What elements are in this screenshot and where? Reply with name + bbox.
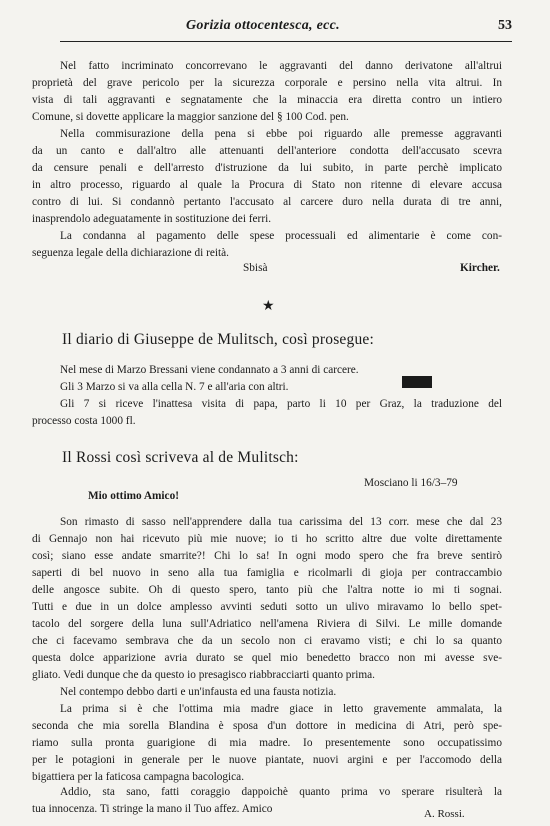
text-line: La prima si è che l'ottima mia madre giace in letto gravemente ammalata, la [60,703,502,715]
text-line: Tutti e due in un dolce amplesso avvinti seduti sotto un ulivo miravamo lo bello spet- [32,601,502,613]
text-line: vista di tali aggravanti e segnatamente che la minaccia era diretta contro un intiero [32,94,502,106]
letter-salutation: Mio ottimo Amico! [88,490,179,502]
text-line: questa dolce apparizione avria durato se quel mio benedetto bracco non mi avesse sve- [32,652,502,664]
section-separator: ★ [262,299,275,314]
text-line: riamo sulla pronta guarigione di mia madre. Io presentemente sono occupatissimo [32,737,502,749]
text-line: da censure penali e dell'arresto d'istruzione da lui subito, in parte perchè implicato [32,162,502,174]
section-heading: Il Rossi così scriveva al de Mulitsch: [62,449,299,466]
text-line: delle angosce subite. Oh di questo spero, tanto più che l'altra notte io mi ti sognai. [32,584,502,596]
letter-place-date: Mosciano li 16/3–79 [364,477,458,489]
text-line: Nel contempo debbo darti e un'infausta ed una fausta notizia. [60,686,337,698]
text-line: da un canto e dall'altro alle attenuanti dell'anteriore condotta dell'accusato scevra [32,145,502,157]
text-line: Nel mese di Marzo Bressani viene condannato a 3 anni di carcere. [60,364,359,376]
text-line: Comune, si dovette applicare la maggior sanzione del § 100 Cod. pen. [32,111,349,123]
text-line: processo costa 1000 fl. [32,415,136,427]
text-line: bigattiera per la faticosa campagna bacologica. [32,771,245,783]
page-number: 53 [498,18,512,33]
text-line: La condanna al pagamento delle spese processuali ed alimentarie è come con- [60,230,502,242]
signature-right: Kircher. [460,262,500,274]
text-line: tacolo del sorgere della luna sull'Adriatico nell'amena Riviera di Silvi. Le mille domande [32,618,502,630]
text-line: Gli 3 Marzo si va alla cella N. 7 e all'aria con altri. [60,381,289,393]
signature-left: Sbisà [243,262,268,274]
text-line: proprietà del grave pericolo per la sicurezza corporale e persino nella vita altrui. In [32,77,502,89]
text-line: Nel fatto incriminato concorrevano le aggravanti del danno derivatone all'altrui [60,60,502,72]
text-line: Nella commisurazione della pena si ebbe poi riguardo alle premesse aggravanti [60,128,502,140]
page-header [60,16,512,38]
text-line: Son rimasto di sasso nell'apprendere dalla tua carissima del 13 corr. mese che dal 23 [60,516,502,528]
text-line: di Gennajo non hai ricevuto più mie nuove; io ti ho scritto altre due volte direttamente [32,533,502,545]
header-rule [60,41,512,42]
text-line: Addio, sta sano, fatti coraggio dappoichè quanto prima vo sperare risulterà la [60,786,502,798]
text-line: tua innocenza. Ti stringe la mano il Tuo affez. Amico [32,803,273,815]
text-line: seguenza legale della dichiarazione di reità. [32,247,229,259]
ink-blot [402,376,432,388]
text-line: gliato. Vedi dunque che da questo io presagisco riabbracciarti quanto prima. [32,669,375,681]
running-title: Gorizia ottocentesca, ecc. [186,18,340,33]
text-line: saperti di bel nuovo in seno alla tua famiglia e ricolmarli di gioja per contraccambio [32,567,502,579]
text-line: inasprendolo adeguatamente in sostituzione dei ferri. [32,213,272,225]
text-line: contro di lui. Si condannò pertanto l'accusato al carcere duro nella durata di tre anni, [32,196,502,208]
text-line: che ci facevamo sembrava che da un secolo non ci eravamo visti; e chi lo sa quanto [32,635,502,647]
text-line: seconda che mia sorella Blandina è sposa d'un dottore in medicina di Atri, però spe- [32,720,502,732]
section-heading: Il diario di Giuseppe de Mulitsch, così prosegue: [62,331,374,348]
letter-signature: A. Rossi. [424,808,465,820]
text-line: così; siano esse andate smarrite?! Chi lo sa! In ogni modo spero che fra breve sentirò [32,550,502,562]
text-line: per le potagioni in generale per le nuove piantate, nuovi argini e per l'accomodo della [32,754,502,766]
text-line: Gli 7 si riceve l'inattesa visita di papa, parto li 10 per Graz, la traduzione del [60,398,502,410]
text-line: in altro processo, riguardo al quale la Procura di Stato non ritenne di elevare accusa [32,179,502,191]
